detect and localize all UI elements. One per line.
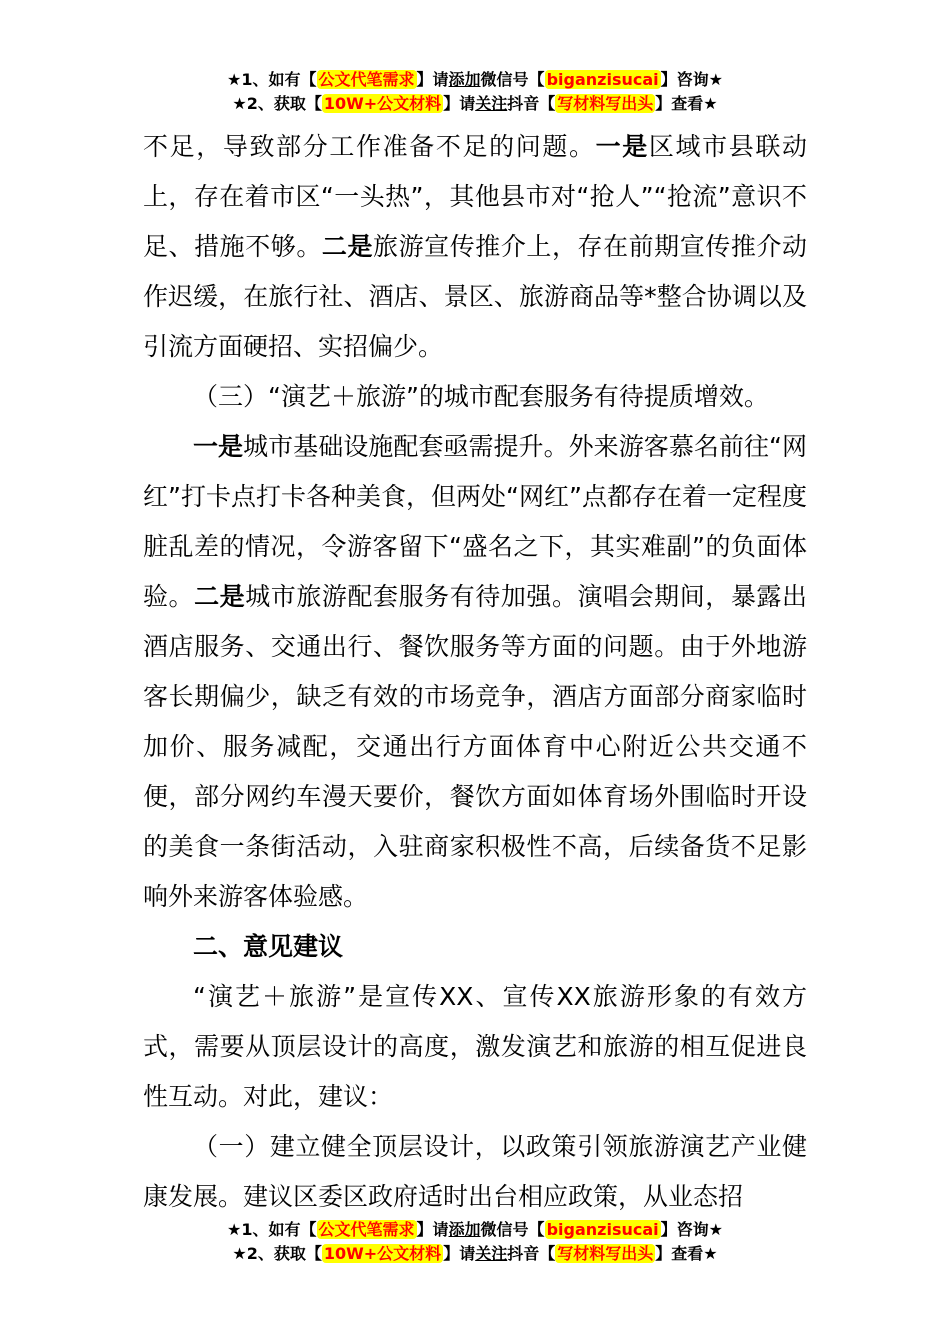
- promo-banner-top: [0, 68, 950, 116]
- promo-text: 】请: [416, 70, 449, 89]
- promo-highlight: 10W+公文材料: [323, 94, 442, 113]
- body-text: 旅游宣传推介上，存在前期宣传推介动作迟缓，在旅行社、酒店、景区、旅游商品等*整合协调以及引流方面硬招、实招偏少。: [143, 232, 807, 361]
- bold-marker: 一是: [595, 132, 649, 161]
- promo-highlight: 10W+公文材料: [323, 1244, 442, 1263]
- promo-line-2: [0, 1242, 950, 1266]
- promo-underlined: 添加: [448, 1220, 481, 1239]
- body-text: 城市旅游配套服务有待加强。演唱会期间，暴露出酒店服务、交通出行、餐饮服务等方面的问题。由于外地游客长期偏少，缺乏有效的市场竞争，酒店方面部分商家临时加价、服务减配，交通出行方面体育中心附近公共交通不便，部分网约车漫天要价，餐饮方面如体育场外围临时开设的美食一条街活动，入驻商家积极性不高，后续备货不足影响外来游客体验感。: [143, 582, 807, 911]
- paragraph: [143, 122, 807, 372]
- bold-marker: 二是: [321, 232, 374, 261]
- promo-text: ★2、获取【: [232, 94, 322, 113]
- promo-underlined: 添加: [448, 70, 481, 89]
- promo-text: 抖音【: [507, 94, 556, 113]
- promo-text: 微信号【: [480, 1220, 545, 1239]
- promo-highlight: biganzisucai: [546, 1220, 659, 1239]
- subheading: （三）“演艺＋旅游”的城市配套服务有待提质增效。: [193, 382, 769, 411]
- promo-text: ★1、如有【: [227, 70, 317, 89]
- bold-marker: 一是: [193, 432, 244, 461]
- promo-underlined: 关注: [475, 1244, 508, 1263]
- promo-text: 微信号【: [480, 70, 545, 89]
- promo-text: ★1、如有【: [227, 1220, 317, 1239]
- promo-text: ★2、获取【: [232, 1244, 322, 1263]
- document-body: [143, 122, 807, 1222]
- promo-highlight: 写材料写出头: [557, 1244, 654, 1263]
- promo-text: 】查看★: [655, 1244, 718, 1263]
- promo-highlight: 公文代笔需求: [318, 70, 415, 89]
- promo-line-1: [0, 1218, 950, 1242]
- paragraph: “演艺＋旅游”是宣传XX、宣传XX旅游形象的有效方式，需要从顶层设计的高度，激发演艺和旅游的相互促进良性互动。对此，建议：: [143, 982, 807, 1111]
- promo-highlight: 写材料写出头: [557, 94, 654, 113]
- body-text: 城市基础设施配套亟需提升。外来游客慕名前往“网红”打卡点打卡各种美食，但两处“网红”点都存在着一定程度脏乱差的情况，令游客留下“盛名之下，其实难副”的负面体验。: [143, 432, 807, 611]
- promo-underlined: 关注: [475, 94, 508, 113]
- paragraph: （一）建立健全顶层设计，以政策引领旅游演艺产业健康发展。建议区委区政府适时出台相应政策，从业态招: [143, 1132, 807, 1211]
- promo-banner-bottom: [0, 1218, 950, 1266]
- promo-text: 】查看★: [655, 94, 718, 113]
- body-text: 不足，导致部分工作准备不足的问题。: [143, 132, 596, 161]
- bold-marker: 二是: [194, 582, 246, 611]
- promo-text: 】请: [416, 1220, 449, 1239]
- promo-text: 】请: [443, 1244, 476, 1263]
- section-heading: 二、意见建议: [193, 932, 344, 961]
- promo-highlight: biganzisucai: [546, 70, 659, 89]
- promo-highlight: 公文代笔需求: [318, 1220, 415, 1239]
- promo-line-1: [0, 68, 950, 92]
- body-text: 区域市县联动上，存在着市区“一头热”，其他县市对“抢人”“抢流”意识不足、措施不够。: [143, 132, 807, 261]
- promo-text: 】咨询★: [660, 70, 723, 89]
- promo-text: 】咨询★: [660, 1220, 723, 1239]
- paragraph: [143, 422, 807, 922]
- promo-line-2: [0, 92, 950, 116]
- promo-text: 抖音【: [507, 1244, 556, 1263]
- promo-text: 】请: [443, 94, 476, 113]
